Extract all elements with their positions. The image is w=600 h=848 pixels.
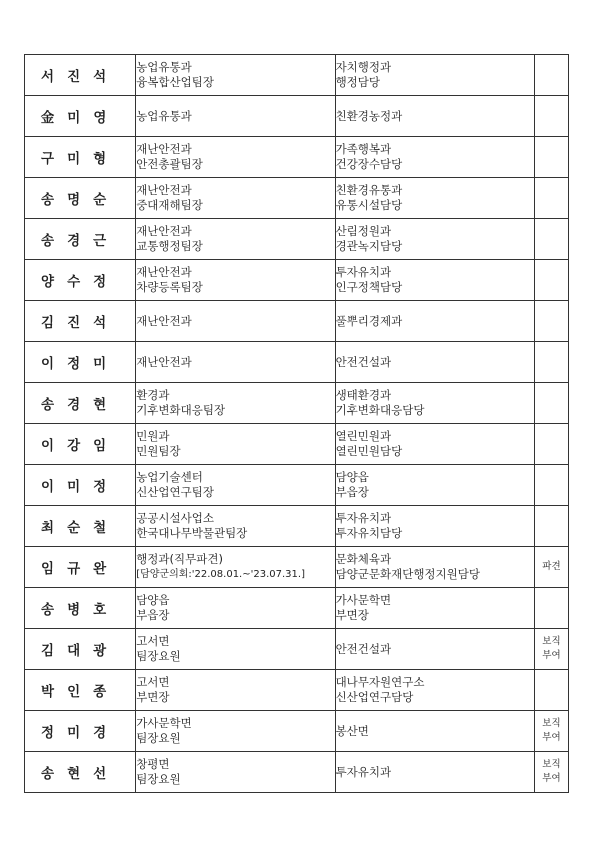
remarks-cell xyxy=(534,342,568,383)
new-assignment-line: 투자유치담당 xyxy=(335,526,403,540)
previous-assignment-line: 재난안전과 xyxy=(136,142,192,156)
remarks-cell xyxy=(534,55,568,96)
previous-assignment-line: 팀장요원 xyxy=(136,772,181,786)
new-assignment-line: 열린민원담당 xyxy=(335,444,403,458)
remarks-text: 부여 xyxy=(542,650,561,661)
previous-assignment-line: 담양읍 xyxy=(136,593,170,607)
previous-assignment-line: 중대재해팀장 xyxy=(136,198,203,212)
previous-assignment-line: 교통행정팀장 xyxy=(136,239,203,253)
remarks-cell xyxy=(534,424,568,465)
new-assignment xyxy=(335,670,534,711)
remarks-cell xyxy=(534,547,568,588)
new-assignment-line: 안전건설과 xyxy=(335,641,392,656)
new-assignment-line: 행정담당 xyxy=(335,75,380,89)
table-row xyxy=(25,752,569,793)
previous-assignment-line: 융복합산업팀장 xyxy=(136,75,214,89)
person-name: 김진석 xyxy=(25,301,136,342)
remarks-cell xyxy=(534,301,568,342)
remarks-cell xyxy=(534,137,568,178)
new-assignment-line: 봉산면 xyxy=(335,723,369,738)
table-row xyxy=(25,670,569,711)
remarks-cell xyxy=(534,260,568,301)
table-row xyxy=(25,260,569,301)
person-name: 박인종 xyxy=(25,670,136,711)
remarks-cell xyxy=(534,383,568,424)
person-name: 金미영 xyxy=(25,96,136,137)
previous-assignment xyxy=(136,547,335,588)
new-assignment-line: 담양군문화재단행정지원담당 xyxy=(335,567,480,581)
previous-assignment-line: 민원팀장 xyxy=(136,444,181,458)
table-row xyxy=(25,219,569,260)
remarks-cell xyxy=(534,219,568,260)
new-assignment-line: 부읍장 xyxy=(335,485,369,499)
previous-assignment-line: 농업유통과 xyxy=(136,60,192,74)
table-row xyxy=(25,629,569,670)
previous-assignment xyxy=(136,137,335,178)
new-assignment-line: 문화체육과 xyxy=(335,552,392,566)
previous-assignment xyxy=(136,752,335,793)
new-assignment-line: 풀뿌리경제과 xyxy=(335,313,403,328)
person-name: 정미경 xyxy=(25,711,136,752)
previous-assignment-line: 차량등록팀장 xyxy=(136,280,203,294)
table-row xyxy=(25,547,569,588)
new-assignment-line: 부면장 xyxy=(335,608,369,622)
previous-assignment-line: 재난안전과 xyxy=(136,183,192,197)
table-row xyxy=(25,588,569,629)
new-assignment xyxy=(335,506,534,547)
new-assignment xyxy=(335,342,534,383)
previous-assignment xyxy=(136,96,335,137)
new-assignment-line: 산림정원과 xyxy=(335,224,392,238)
person-name: 송현선 xyxy=(25,752,136,793)
new-assignment-line: 담양읍 xyxy=(335,470,369,484)
previous-assignment xyxy=(136,301,335,342)
table-row xyxy=(25,506,569,547)
person-name: 임규완 xyxy=(25,547,136,588)
remarks-text: 보직 xyxy=(542,718,561,729)
previous-assignment xyxy=(136,424,335,465)
new-assignment-line: 기후변화대응담당 xyxy=(335,403,425,417)
person-name: 김대광 xyxy=(25,629,136,670)
person-name: 구미형 xyxy=(25,137,136,178)
previous-assignment-line: 기후변화대응팀장 xyxy=(136,403,226,417)
person-name: 송병호 xyxy=(25,588,136,629)
person-name: 송경현 xyxy=(25,383,136,424)
previous-assignment-line: [담양군의회:'22.08.01.~'23.07.31.] xyxy=(136,569,305,580)
person-name: 송경근 xyxy=(25,219,136,260)
remarks-text: 보직 xyxy=(542,759,561,770)
previous-assignment-line: 신산업연구팀장 xyxy=(136,485,214,499)
new-assignment-line: 친환경유통과 xyxy=(335,183,403,197)
table-row xyxy=(25,465,569,506)
previous-assignment xyxy=(136,465,335,506)
new-assignment xyxy=(335,465,534,506)
previous-assignment-line: 부면장 xyxy=(136,690,170,704)
previous-assignment xyxy=(136,506,335,547)
new-assignment-line: 가족행복과 xyxy=(335,142,392,156)
remarks-text: 부여 xyxy=(542,773,561,784)
new-assignment xyxy=(335,588,534,629)
new-assignment-line: 건강장수담당 xyxy=(335,157,403,171)
remarks-cell xyxy=(534,670,568,711)
person-name: 이미정 xyxy=(25,465,136,506)
new-assignment xyxy=(335,178,534,219)
previous-assignment-line: 재난안전과 xyxy=(136,313,192,328)
table-row xyxy=(25,137,569,178)
table-row xyxy=(25,424,569,465)
person-name: 양수정 xyxy=(25,260,136,301)
new-assignment-line: 안전건설과 xyxy=(335,354,392,369)
new-assignment xyxy=(335,301,534,342)
person-name: 서진석 xyxy=(25,55,136,96)
table-row xyxy=(25,711,569,752)
remarks-text: 파견 xyxy=(542,561,561,572)
previous-assignment xyxy=(136,670,335,711)
new-assignment xyxy=(335,383,534,424)
new-assignment-line: 투자유치과 xyxy=(335,764,392,779)
new-assignment xyxy=(335,547,534,588)
new-assignment-line: 투자유치과 xyxy=(335,511,392,525)
new-assignment-line: 생태환경과 xyxy=(335,388,392,402)
personnel-table xyxy=(24,54,569,793)
new-assignment-line: 유통시설담당 xyxy=(335,198,403,212)
new-assignment-line: 경관녹지담당 xyxy=(335,239,403,253)
previous-assignment-line: 행정과(직무파견) xyxy=(136,552,223,566)
table-row xyxy=(25,55,569,96)
person-name: 이강임 xyxy=(25,424,136,465)
previous-assignment xyxy=(136,219,335,260)
new-assignment xyxy=(335,96,534,137)
new-assignment-line: 투자유치과 xyxy=(335,265,392,279)
remarks-cell xyxy=(534,506,568,547)
previous-assignment-line: 창평면 xyxy=(136,757,170,771)
table-row xyxy=(25,301,569,342)
person-name: 송명순 xyxy=(25,178,136,219)
previous-assignment-line: 고서면 xyxy=(136,675,170,689)
previous-assignment-line: 공공시설사업소 xyxy=(136,511,214,525)
remarks-cell xyxy=(534,465,568,506)
new-assignment xyxy=(335,219,534,260)
remarks-cell xyxy=(534,629,568,670)
previous-assignment-line: 재난안전과 xyxy=(136,354,192,369)
table-row xyxy=(25,342,569,383)
personnel-table-body xyxy=(25,55,569,793)
table-row xyxy=(25,178,569,219)
remarks-text: 부여 xyxy=(542,732,561,743)
previous-assignment-line: 민원과 xyxy=(136,429,170,443)
previous-assignment-line: 가사문학면 xyxy=(136,716,192,730)
remarks-cell xyxy=(534,711,568,752)
new-assignment-line: 친환경농정과 xyxy=(335,108,403,123)
new-assignment xyxy=(335,424,534,465)
previous-assignment-line: 팀장요원 xyxy=(136,731,181,745)
previous-assignment-line: 농업유통과 xyxy=(136,108,192,123)
previous-assignment xyxy=(136,711,335,752)
previous-assignment-line: 고서면 xyxy=(136,634,170,648)
remarks-text: 보직 xyxy=(542,636,561,647)
remarks-cell xyxy=(534,96,568,137)
new-assignment xyxy=(335,711,534,752)
new-assignment-line: 자치행정과 xyxy=(335,60,392,74)
previous-assignment xyxy=(136,629,335,670)
previous-assignment-line: 부읍장 xyxy=(136,608,170,622)
previous-assignment xyxy=(136,55,335,96)
new-assignment xyxy=(335,137,534,178)
previous-assignment-line: 환경과 xyxy=(136,388,170,402)
remarks-cell xyxy=(534,752,568,793)
previous-assignment xyxy=(136,260,335,301)
previous-assignment xyxy=(136,383,335,424)
person-name: 이정미 xyxy=(25,342,136,383)
new-assignment-line: 신산업연구담당 xyxy=(335,690,414,704)
new-assignment xyxy=(335,752,534,793)
previous-assignment-line: 재난안전과 xyxy=(136,265,192,279)
previous-assignment xyxy=(136,178,335,219)
new-assignment xyxy=(335,55,534,96)
new-assignment-line: 인구정책담당 xyxy=(335,280,403,294)
new-assignment xyxy=(335,629,534,670)
table-row xyxy=(25,96,569,137)
previous-assignment xyxy=(136,588,335,629)
previous-assignment-line: 안전총괄팀장 xyxy=(136,157,203,171)
new-assignment-line: 열린민원과 xyxy=(335,429,392,443)
new-assignment-line: 가사문학면 xyxy=(335,593,392,607)
person-name: 최순철 xyxy=(25,506,136,547)
previous-assignment-line: 농업기술센터 xyxy=(136,470,203,484)
previous-assignment-line: 팀장요원 xyxy=(136,649,181,663)
new-assignment xyxy=(335,260,534,301)
remarks-cell xyxy=(534,588,568,629)
remarks-cell xyxy=(534,178,568,219)
new-assignment-line: 대나무자원연구소 xyxy=(335,675,425,689)
table-row xyxy=(25,383,569,424)
previous-assignment-line: 한국대나무박물관팀장 xyxy=(136,526,248,540)
previous-assignment xyxy=(136,342,335,383)
previous-assignment-line: 재난안전과 xyxy=(136,224,192,238)
